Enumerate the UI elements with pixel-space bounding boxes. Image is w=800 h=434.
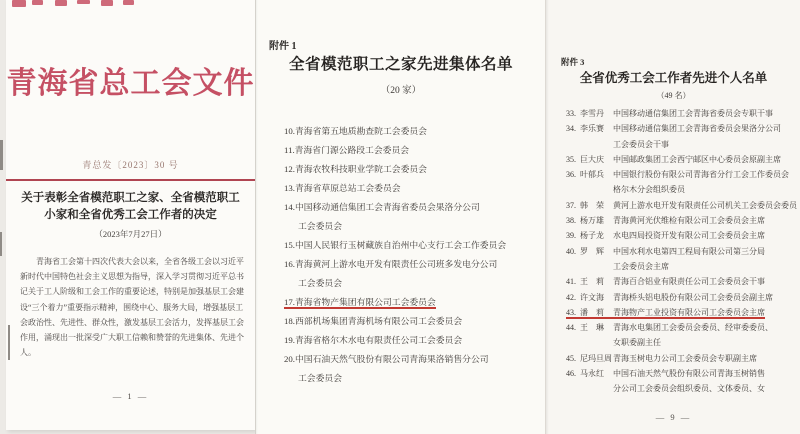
item-text: 中国石油天然气股份有限公司青海玉树销售: [613, 369, 765, 379]
item-number: 41.: [566, 277, 576, 287]
attachment-count: （49 名）: [656, 91, 691, 100]
cropped-red-text-fragment: [77, 0, 90, 4]
item-text: 青海桥头铝电股份有限公司工会委员会副主席: [613, 292, 773, 302]
item-number: 40.: [566, 246, 576, 256]
person-name: 杨子龙: [580, 231, 604, 241]
person-name: 王 琳: [580, 323, 604, 333]
item-number: 12.: [284, 164, 295, 174]
item-number: 38.: [566, 216, 576, 226]
list-item: [566, 152, 799, 167]
item-text: 青海省第五地质勘查院工会委员会: [295, 126, 427, 136]
list-item: [284, 331, 542, 350]
item-number: 15.: [284, 240, 295, 250]
list-item-highlighted: [284, 293, 542, 312]
item-text: 中国石油天然气股份有限公司青海果洛销售分公司: [295, 354, 489, 364]
item-text: 青海黄河光伏维检有限公司工会委员会主席: [613, 216, 765, 226]
item-text: 青海省门源公路段工会委员会: [294, 145, 410, 155]
letterhead-title: 青海省总工会文件: [6, 67, 255, 100]
item-number: 11.: [284, 145, 295, 155]
page-number: — 1 —: [112, 391, 149, 401]
item-text-cont: 工会委员会: [298, 221, 342, 231]
page-seam: [546, 0, 549, 434]
list-item: [284, 312, 542, 331]
item-text: 青海省格尔木水电有限责任公司工会委员会: [295, 335, 463, 345]
person-name: 许文海: [580, 292, 604, 302]
person-name: 李雪丹: [580, 109, 604, 118]
binding-mark: [8, 325, 10, 360]
list-item: [566, 213, 799, 228]
list-item: [284, 160, 542, 179]
item-number: 35.: [566, 154, 576, 164]
item-text: 中国移动通信集团工会青海省委员会果洛分公司: [613, 124, 781, 134]
person-name: 韩 荣: [580, 200, 604, 210]
item-text: 黄河上游水电开发有限责任公司机关工会委员会委员: [613, 200, 797, 210]
item-text: 中国水利水电第四工程局有限公司第三分局: [613, 246, 765, 256]
list-item: [566, 274, 799, 289]
item-text: 青海农牧科技职业学院工会委员会: [295, 164, 427, 174]
item-number: 33.: [566, 109, 576, 118]
person-name: 潘 莉: [580, 307, 604, 317]
cropped-red-text-fragment: [12, 0, 26, 7]
body-line: 新时代中国特色社会主义思想为指导，深入学习贯彻习近平总书: [20, 272, 244, 282]
page-decision-document: [6, 0, 255, 430]
list-item: [566, 366, 799, 397]
item-text-cont: 分公司工会委员会组织委员、文体委员、女: [613, 384, 765, 394]
list-item: [566, 106, 799, 121]
item-number: 20.: [284, 354, 295, 364]
cropped-red-text-fragment: [101, 0, 113, 6]
item-number: 10.: [284, 126, 295, 136]
decision-body: [20, 254, 248, 360]
item-number: 44.: [566, 323, 576, 333]
item-number: 13.: [284, 183, 295, 193]
page-attachment-3: [545, 0, 800, 434]
item-text-cont: 格尔木分会组织委员: [613, 185, 685, 195]
item-number: 17.: [284, 297, 295, 307]
item-number: 37.: [566, 200, 576, 210]
list-item: [566, 228, 799, 243]
item-number: 42.: [566, 292, 576, 302]
item-number: 14.: [284, 202, 295, 212]
person-name: 叶郁兵: [580, 170, 604, 180]
list-item: [284, 179, 542, 198]
item-text: 青海水电集团工会委员会委员、经审委委员、: [613, 323, 773, 333]
item-number: 46.: [566, 369, 576, 379]
body-line: 记关于工人阶级和工会工作的重要论述，特别是加强基层工会建: [20, 287, 244, 297]
body-line: 作用，涌现出一批深受广大职工信赖和赞誉的先进集体、先进个: [20, 333, 244, 343]
item-text-cont: 工会委员会: [298, 278, 342, 288]
page-seam: [255, 0, 258, 434]
item-text: 西部机场集团青海机场有限公司工会委员会: [295, 316, 463, 326]
list-item: [566, 121, 799, 152]
body-line: 人。: [20, 348, 36, 358]
list-item: [284, 122, 542, 141]
list-item: [284, 198, 542, 236]
item-text: 中国邮政集团工会西宁邮区中心委员会原副主席: [613, 154, 781, 164]
item-text-cont: 工会委员会干事: [613, 139, 669, 149]
body-line: 会政治性、先进性、群众性，激发基层工会活力，发挥基层工会: [20, 317, 244, 327]
decision-title-line1: 关于表彰全省模范职工之家、全省模范职工: [21, 192, 240, 204]
item-text: 中国银行股份有限公司青海省分行工会工作委员会: [613, 170, 789, 180]
page-number: — 9 —: [655, 412, 692, 422]
item-text: 青海百合铝业有限责任公司工会委员会干事: [613, 277, 765, 287]
decision-title: [6, 190, 255, 224]
item-number: 16.: [284, 259, 295, 269]
page-attachment-1: [255, 0, 546, 434]
attachment-count: （20 家）: [380, 86, 422, 96]
item-number: 18.: [284, 316, 295, 326]
item-text: 青海玉树电力公司工会委员会专职副主席: [613, 353, 757, 363]
item-text-cont: 工会委员会主席: [613, 261, 669, 271]
cropped-red-text-fragment: [55, 0, 67, 6]
document-number: 青总发〔2023〕30 号: [82, 160, 179, 170]
list-item: [284, 236, 542, 255]
list-item: [284, 141, 542, 160]
item-number: 43.: [566, 307, 576, 317]
item-text-cont: 工会委员会: [298, 373, 342, 383]
attachment-label: 附件 1: [269, 41, 297, 52]
person-name: 马永红: [580, 369, 604, 379]
collective-list: [284, 122, 542, 388]
binding-mark: [0, 140, 3, 170]
list-item: [566, 320, 799, 351]
item-number: 36.: [566, 170, 576, 180]
decision-date: （2023年7月27日）: [94, 229, 167, 239]
attachment-title: 全省优秀工会工作者先进个人名单: [579, 71, 768, 85]
person-name: 罗 辉: [580, 246, 604, 256]
person-name: 尼玛旦周: [580, 353, 612, 363]
body-line: 设“三个着力”重要指示精神，围绕中心、服务大局，增强基层工: [20, 302, 244, 312]
list-item: [566, 167, 799, 198]
item-text-cont: 女职委副主任: [613, 338, 661, 348]
item-text: 青海黄河上游水电开发有限责任公司班多发电分公司: [295, 259, 498, 269]
item-text: 中国移动通信集团工会青海省委员会果洛分公司: [295, 202, 480, 212]
cropped-red-text-fragment: [123, 0, 134, 5]
item-text: 青海省草原总站工会委员会: [295, 183, 401, 193]
item-text: 中国人民银行玉树藏族自治州中心支行工会工作委员会: [295, 240, 507, 250]
list-item: [284, 255, 542, 293]
person-name: 王 莉: [580, 277, 604, 287]
individual-list: [566, 106, 799, 397]
item-number: 34.: [566, 124, 576, 134]
list-item: [566, 198, 799, 213]
cropped-red-text-fragment: [32, 0, 43, 5]
list-item: [566, 290, 799, 305]
attachment-title: 全省模范职工之家先进集体名单: [288, 56, 513, 73]
list-item-highlighted: [566, 305, 799, 320]
attachment-label: 附件 3: [561, 57, 585, 67]
item-number: 39.: [566, 231, 576, 241]
item-text: 水电四局投资开发有限公司工会委员会主席: [613, 231, 765, 241]
letterhead-rule: [6, 179, 255, 181]
body-line: 青海省工会第十四次代表大会以来，全省各级工会以习近平: [20, 257, 244, 266]
list-item: [566, 244, 799, 275]
item-number: 19.: [284, 335, 295, 345]
decision-title-line2: 小家和全省优秀工会工作者的决定: [44, 209, 217, 221]
person-name: 杨万雄: [580, 216, 604, 226]
person-name: 李乐赛: [580, 124, 604, 134]
list-item: [566, 351, 799, 366]
item-text: 中国移动通信集团工会青海省委员会专职干事: [613, 109, 773, 118]
item-number: 45.: [566, 353, 576, 363]
list-item: [284, 350, 542, 388]
person-name: 巨大庆: [580, 154, 604, 164]
item-text: 青海物产工业投资有限公司工会委员会主席: [613, 307, 765, 317]
item-text: 青海省物产集团有限公司工会委员会: [295, 297, 436, 307]
binding-mark: [0, 232, 2, 256]
